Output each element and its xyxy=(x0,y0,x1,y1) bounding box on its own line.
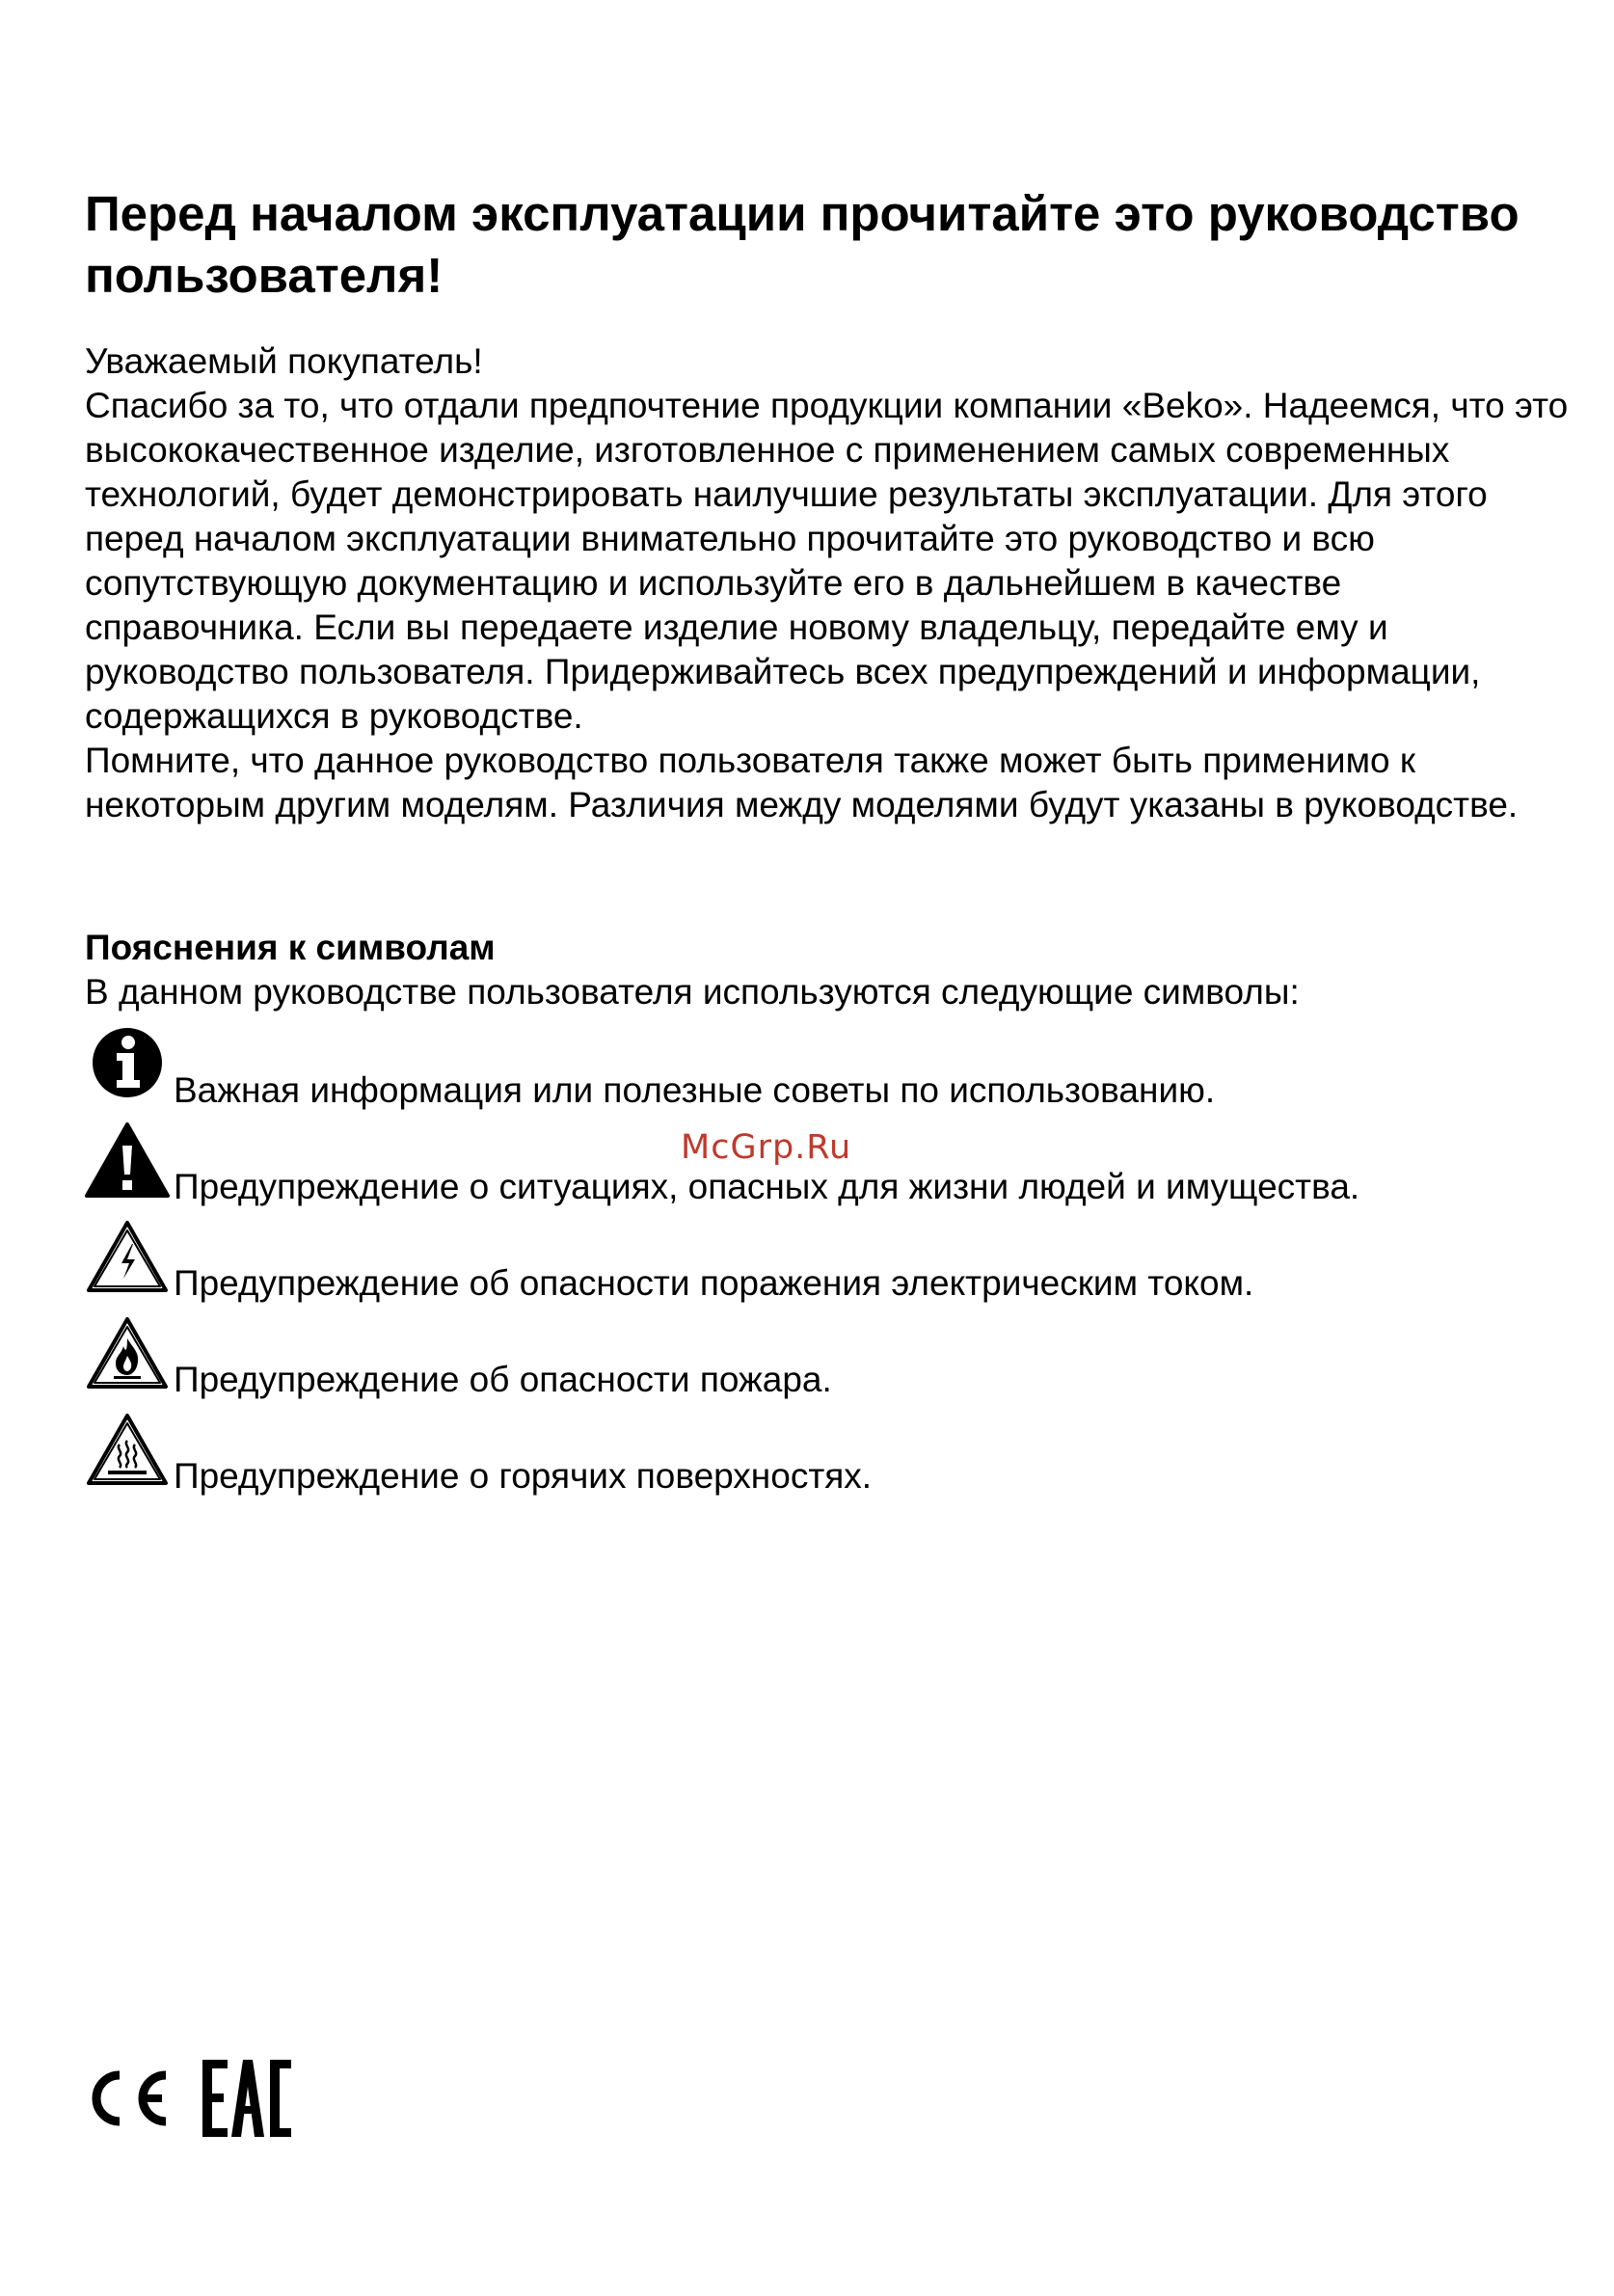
symbol-row-info xyxy=(85,1026,1570,1113)
page-title: Перед началом эксплуатации прочитайте это руководство пользователя! xyxy=(85,186,1520,303)
thanks-paragraph: Спасибо за то, что отдали предпочтение продукции компании «Beko». Надеемся, что это высококачественное изделие, изготовленное с применением самых современных технологий, будет демонстрировать наилучшие результаты эксплуатации. Для этого перед началом эксплуатации внимательно прочитайте это руководство и всю сопутствующую документацию и используйте его в дальнейшем в качестве справочника. Если вы передаете изделие новому владельцу, передайте ему и руководство пользователя. Придерживайтесь всех предупреждений и информации, содержащихся в руководстве. xyxy=(85,386,1569,736)
eac-mark-icon xyxy=(202,2060,291,2137)
greeting-paragraph: Уважаемый покупатель! xyxy=(85,341,483,381)
info-circle-icon xyxy=(85,1026,170,1103)
intro-text xyxy=(85,339,1570,827)
symbols-heading: Пояснения к символам xyxy=(85,928,496,967)
symbol-text-warning: Предупреждение о ситуациях, опасных для жизни людей и имущества. xyxy=(174,1167,1360,1206)
warning-triangle-icon xyxy=(85,1122,170,1200)
symbol-text-hot-surface: Предупреждение о горячих поверхностях. xyxy=(174,1456,873,1496)
symbol-text-electric: Предупреждение об опасности поражения электрическим током. xyxy=(174,1263,1254,1303)
certification-marks xyxy=(83,2050,295,2147)
symbol-text-info: Важная информация или полезные советы по использованию. xyxy=(174,1070,1216,1110)
symbol-row-fire xyxy=(85,1315,1570,1402)
symbol-row-electric xyxy=(85,1219,1570,1306)
symbol-text-fire: Предупреждение об опасности пожара. xyxy=(174,1360,832,1399)
watermark: McGrp.Ru xyxy=(681,1128,852,1167)
symbols-intro: В данном руководстве пользователя используются следующие символы: xyxy=(85,972,1300,1012)
hot-surface-icon xyxy=(85,1412,170,1489)
electric-shock-icon xyxy=(85,1219,170,1296)
ce-mark-icon xyxy=(96,2075,166,2121)
fire-hazard-icon xyxy=(85,1315,170,1392)
symbol-row-hot-surface xyxy=(85,1412,1570,1499)
models-paragraph: Помните, что данное руководство пользователя также может быть применимо к некоторым другим моделям. Различия между моделями будут указаны в руководстве. xyxy=(85,741,1519,824)
